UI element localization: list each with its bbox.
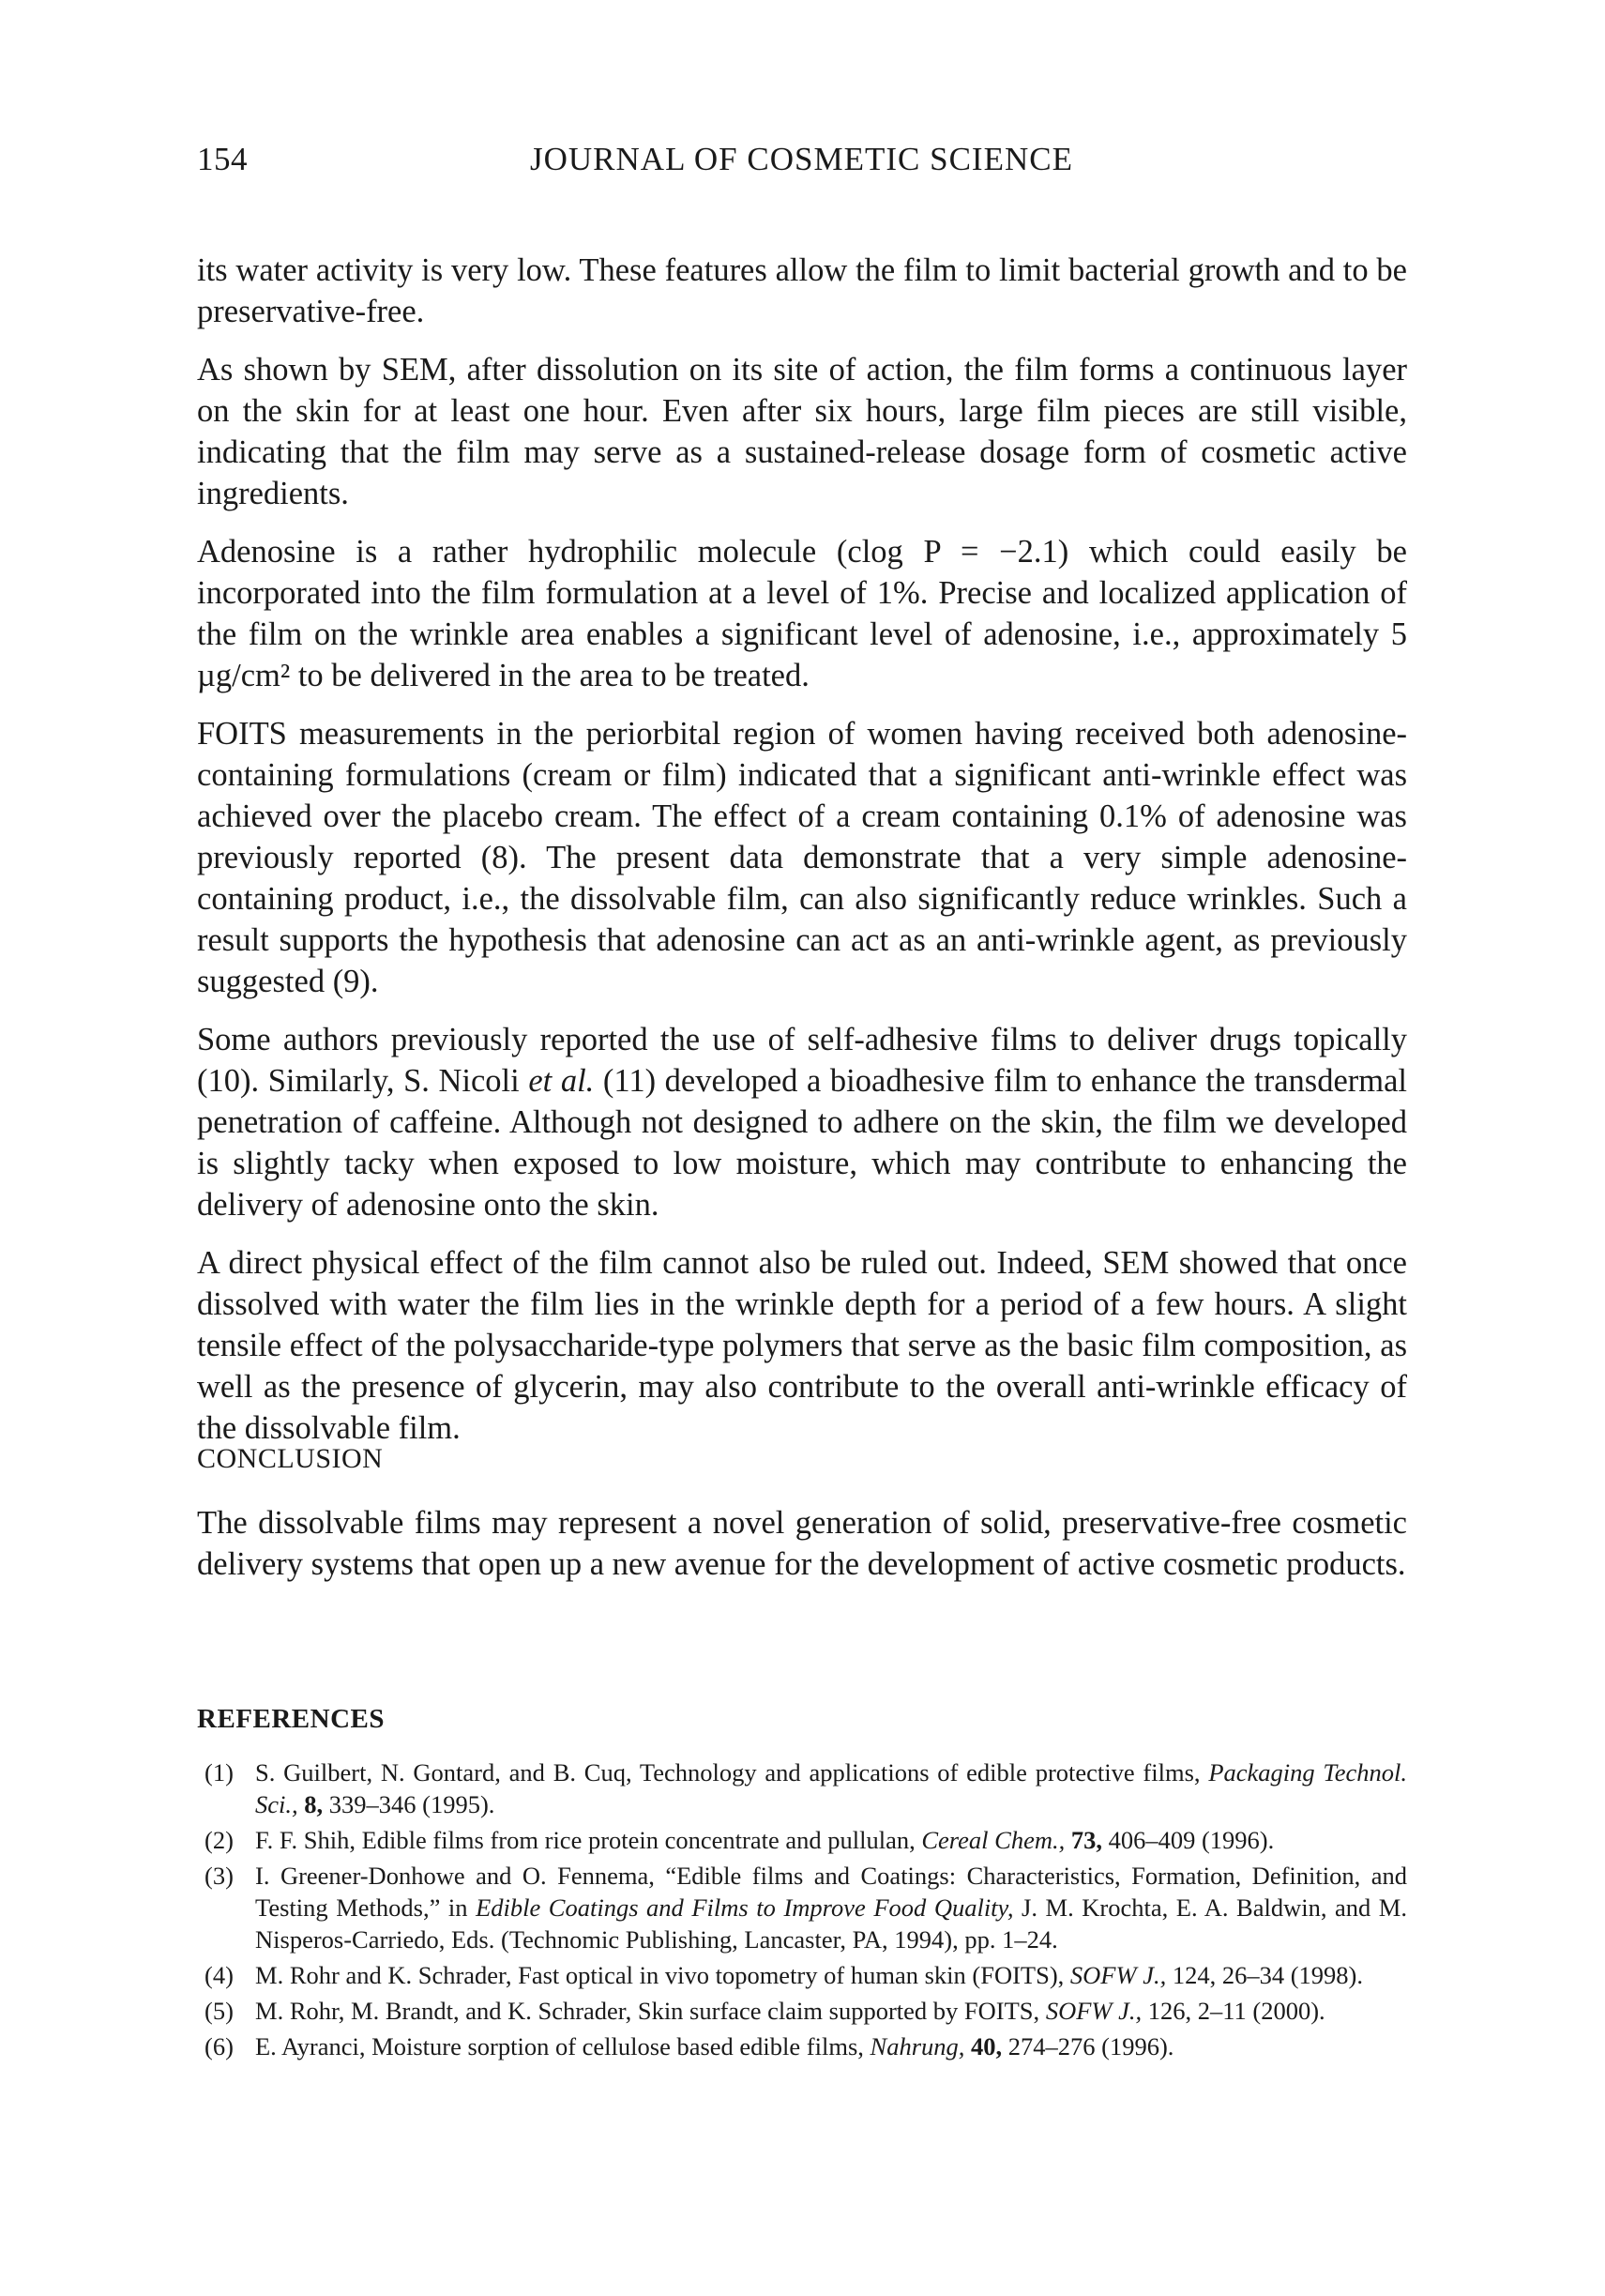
reference-number: (2) (204, 1826, 234, 1854)
reference-pages: J. M. Krochta, E. A. Baldwin, and M. Nisperos-Carriedo, Eds. (Technomic Publishing, Lancaster, PA, 1994), pp. 1–24. (255, 1893, 1407, 1954)
reference-volume: 73, (1070, 1826, 1102, 1854)
conclusion-text: The dissolvable films may represent a novel generation of solid, preservative-free cosmetic delivery systems that open up a new avenue for the development of active cosmetic products. (197, 1505, 1407, 1582)
running-head (197, 141, 1407, 188)
body-paragraph: FOITS measurements in the periorbital region of women having received both adenosine-containing formulations (cream or film) indicated that a significant anti-wrinkle effect was achieved over the placebo cream. The effect of a cream containing 0.1% of adenosine was previously reported (8). The present data demonstrate that a very simple adenosine-containing product, i.e., the dissolvable film, can also significantly reduce wrinkles. Such a result supports the hypothesis that adenosine can act as an anti-wrinkle agent, as previously suggested (9). (197, 716, 1407, 999)
reference-text: M. Rohr and K. Schrader, Fast optical in vivo topometry of human skin (FOITS), (255, 1961, 1070, 1989)
reference-item (197, 2030, 1407, 2062)
reference-number: (3) (204, 1862, 234, 1890)
reference-list (197, 1756, 1407, 2066)
et-al-italic: et al. (528, 1063, 595, 1099)
reference-volume: 8, (304, 1790, 324, 1818)
reference-pages: 274–276 (1996). (1002, 2032, 1174, 2060)
reference-journal: Nahrung, (870, 2032, 965, 2060)
reference-body (255, 1995, 1407, 2027)
reference-book-title: Edible Coatings and Films to Improve Food Quality, (476, 1893, 1014, 1922)
journal-title: JOURNAL OF COSMETIC SCIENCE (530, 141, 1073, 177)
conclusion-heading: CONCLUSION (197, 1443, 384, 1474)
paragraph-text: (11) developed a bioadhesive film to enhance the transdermal penetration of caffeine. Although not designed to adhere on the skin, the film we developed is slightly tacky when exposed to low moisture, which may contribute to enhancing the delivery of adenosine onto the skin. (197, 1063, 1407, 1223)
reference-pages: 339–346 (1995). (323, 1790, 495, 1818)
reference-body (255, 1824, 1407, 1856)
reference-journal: Packaging Technol. Sci., (255, 1758, 1407, 1818)
reference-item (197, 1824, 1407, 1856)
reference-body (255, 1959, 1407, 1991)
reference-body (255, 1860, 1407, 1955)
reference-text: E. Ayranci, Moisture sorption of cellulose based edible films, (255, 2032, 871, 2060)
body-text (197, 250, 1407, 1466)
reference-number: (6) (204, 2032, 234, 2060)
reference-number: (5) (204, 1997, 234, 2025)
body-paragraph: its water activity is very low. These features allow the film to limit bacterial growth and to be preservative-free. (197, 252, 1407, 329)
body-paragraph: As shown by SEM, after dissolution on its site of action, the film forms a continuous layer on the skin for at least one hour. Even after six hours, large film pieces are still visible, indicating that the film may serve as a sustained-release dosage form of cosmetic active ingredients. (197, 352, 1407, 511)
reference-journal: SOFW J., (1045, 1997, 1143, 2025)
reference-volume: 40, (971, 2032, 1003, 2060)
reference-journal: Cereal Chem., (921, 1826, 1066, 1854)
body-paragraph: A direct physical effect of the film cannot also be ruled out. Indeed, SEM showed that once dissolved with water the film lies in the wrinkle depth for a period of a few hours. A slight tensile effect of the polysaccharide-type polymers that serve as the basic film composition, as well as the presence of glycerin, may also contribute to the overall anti-wrinkle efficacy of the dissolvable film. (197, 1245, 1407, 1446)
paragraph-text: Some authors previously reported the use of self-adhesive films to deliver drugs topically (10). Similarly, S. Nicoli (197, 1022, 1407, 1099)
reference-item (197, 1995, 1407, 2027)
reference-item (197, 1860, 1407, 1955)
reference-body (255, 1756, 1407, 1820)
body-paragraph (197, 1019, 1407, 1225)
references-heading: REFERENCES (197, 1704, 385, 1734)
reference-journal: SOFW J., (1069, 1961, 1167, 1989)
reference-pages: 124, 26–34 (1998). (1166, 1961, 1363, 1989)
body-paragraph: Adenosine is a rather hydrophilic molecule (clog P = −2.1) which could easily be incorporated into the film formulation at a level of 1%. Precise and localized application of the film on the wrinkle area enables a significant level of adenosine, i.e., approximately 5 µg/cm² to be delivered in the area to be treated. (197, 534, 1407, 693)
reference-text: F. F. Shih, Edible films from rice protein concentrate and pullulan, (255, 1826, 922, 1854)
reference-pages: 406–409 (1996). (1101, 1826, 1275, 1854)
reference-pages: 126, 2–11 (2000). (1142, 1997, 1325, 2025)
reference-number: (1) (204, 1758, 234, 1787)
reference-number: (4) (204, 1961, 234, 1989)
reference-text: S. Guilbert, N. Gontard, and B. Cuq, Technology and applications of edible protective films, (255, 1758, 1209, 1787)
reference-body (255, 2030, 1407, 2062)
reference-item (197, 1756, 1407, 1820)
reference-text: I. Greener-Donhowe and O. Fennema, “Edible films and Coatings: Characteristics, Formation, Definition, and Testing Methods,” in (255, 1862, 1407, 1922)
reference-text: M. Rohr, M. Brandt, and K. Schrader, Skin surface claim supported by FOITS, (255, 1997, 1046, 2025)
reference-item (197, 1959, 1407, 1991)
page-number: 154 (197, 141, 248, 177)
